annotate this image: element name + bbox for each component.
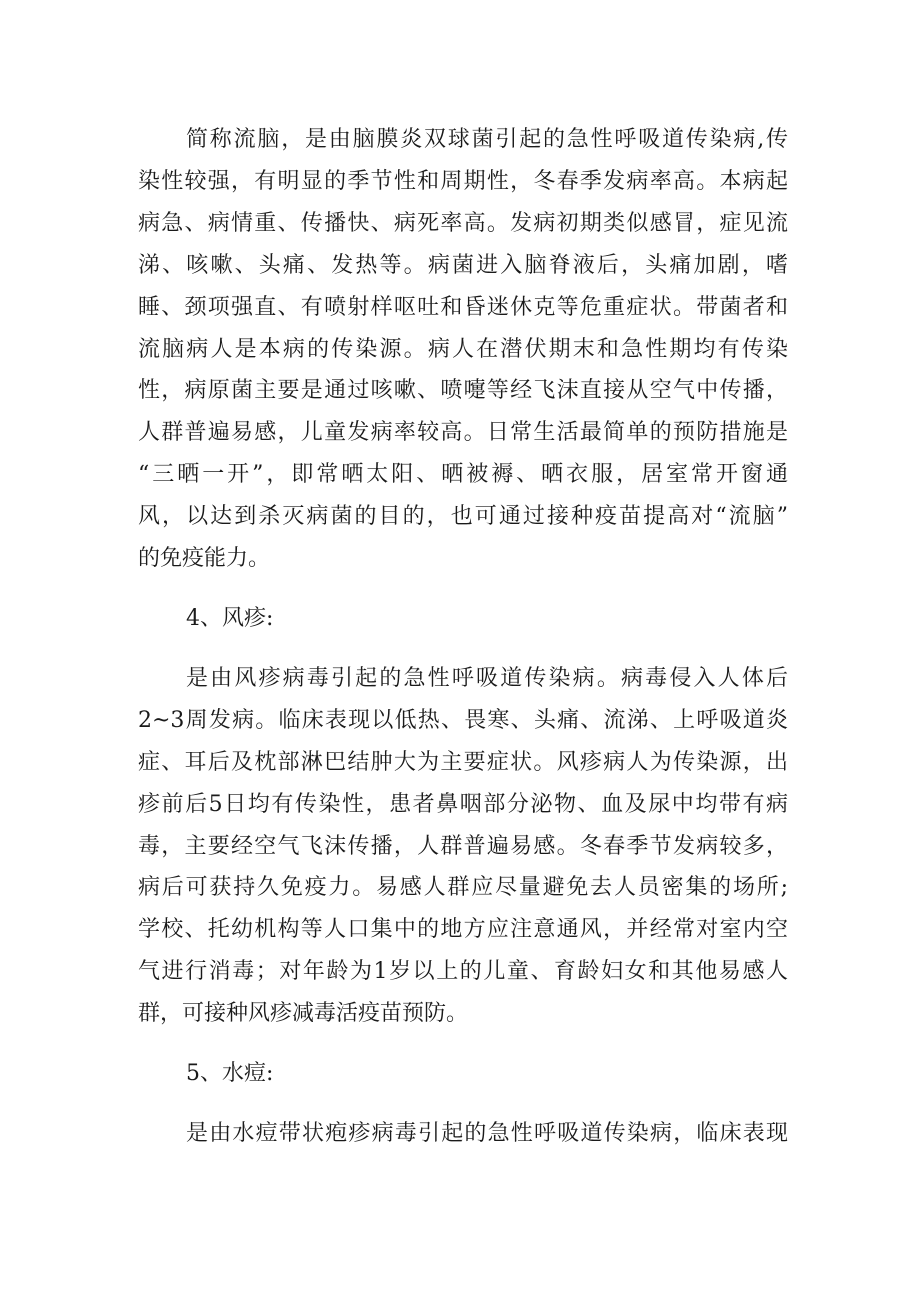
text-line: 染性较强，有明显的季节性和周期性，冬春季发病率高。本病起	[138, 168, 788, 194]
section-heading-chickenpox: 5、水痘:	[186, 1061, 274, 1087]
paragraph-chickenpox	[138, 1113, 788, 1155]
text-line: 学校、托幼机构等人口集中的地方应注意通风，并经常对室内空	[138, 917, 788, 943]
paragraph-rubella	[138, 658, 788, 1035]
text-line: 是由水痘带状疱疹病毒引起的急性呼吸道传染病，临床表现	[186, 1120, 788, 1146]
text-line: 风，以达到杀灭病菌的目的，也可通过接种疫苗提高对“流脑”	[138, 504, 788, 530]
text-line: “三晒一开”，即常晒太阳、晒被褥、晒衣服，居室常开窗通	[138, 462, 788, 488]
text-line: 病后可获持久免疫力。易感人群应尽量避免去人员密集的场所;	[138, 875, 788, 901]
paragraph-meningitis	[138, 119, 788, 580]
text-line: 的免疫能力。	[138, 546, 271, 572]
text-line: 病急、病情重、传播快、病死率高。发病初期类似感冒，症见流	[138, 210, 788, 236]
text-line: 流脑病人是本病的传染源。病人在潜伏期末和急性期均有传染	[138, 336, 788, 362]
section-heading-rubella: 4、风疹:	[186, 605, 274, 631]
text-line: 群，可接种风疹减毒活疫苗预防。	[138, 1001, 469, 1027]
document-body	[138, 119, 788, 1155]
text-line: 是由风疹病毒引起的急性呼吸道传染病。病毒侵入人体后	[186, 665, 788, 691]
text-line: 2~3周发病。临床表现以低热、畏寒、头痛、流涕、上呼吸道炎	[138, 707, 788, 733]
text-line: 睡、颈项强直、有喷射样呕吐和昏迷休克等危重症状。带菌者和	[138, 294, 788, 320]
text-line: 气进行消毒；对年龄为1岁以上的儿童、育龄妇女和其他易感人	[138, 959, 788, 985]
text-line: 人群普遍易感，儿童发病率较高。日常生活最简单的预防措施是	[138, 420, 788, 446]
text-line: 性，病原菌主要是通过咳嗽、喷嚏等经飞沫直接从空气中传播，	[138, 378, 788, 404]
text-line: 简称流脑，是由脑膜炎双球菌引起的急性呼吸道传染病,传	[186, 127, 788, 152]
text-line: 涕、咳嗽、头痛、发热等。病菌进入脑脊液后，头痛加剧，嗜	[138, 252, 788, 278]
text-line: 症、耳后及枕部淋巴结肿大为主要症状。风疹病人为传染源，出	[138, 749, 788, 775]
text-line: 疹前后5日均有传染性，患者鼻咽部分泌物、血及尿中均带有病	[138, 791, 788, 817]
text-line: 毒，主要经空气飞沫传播，人群普遍易感。冬春季节发病较多，	[138, 833, 788, 859]
